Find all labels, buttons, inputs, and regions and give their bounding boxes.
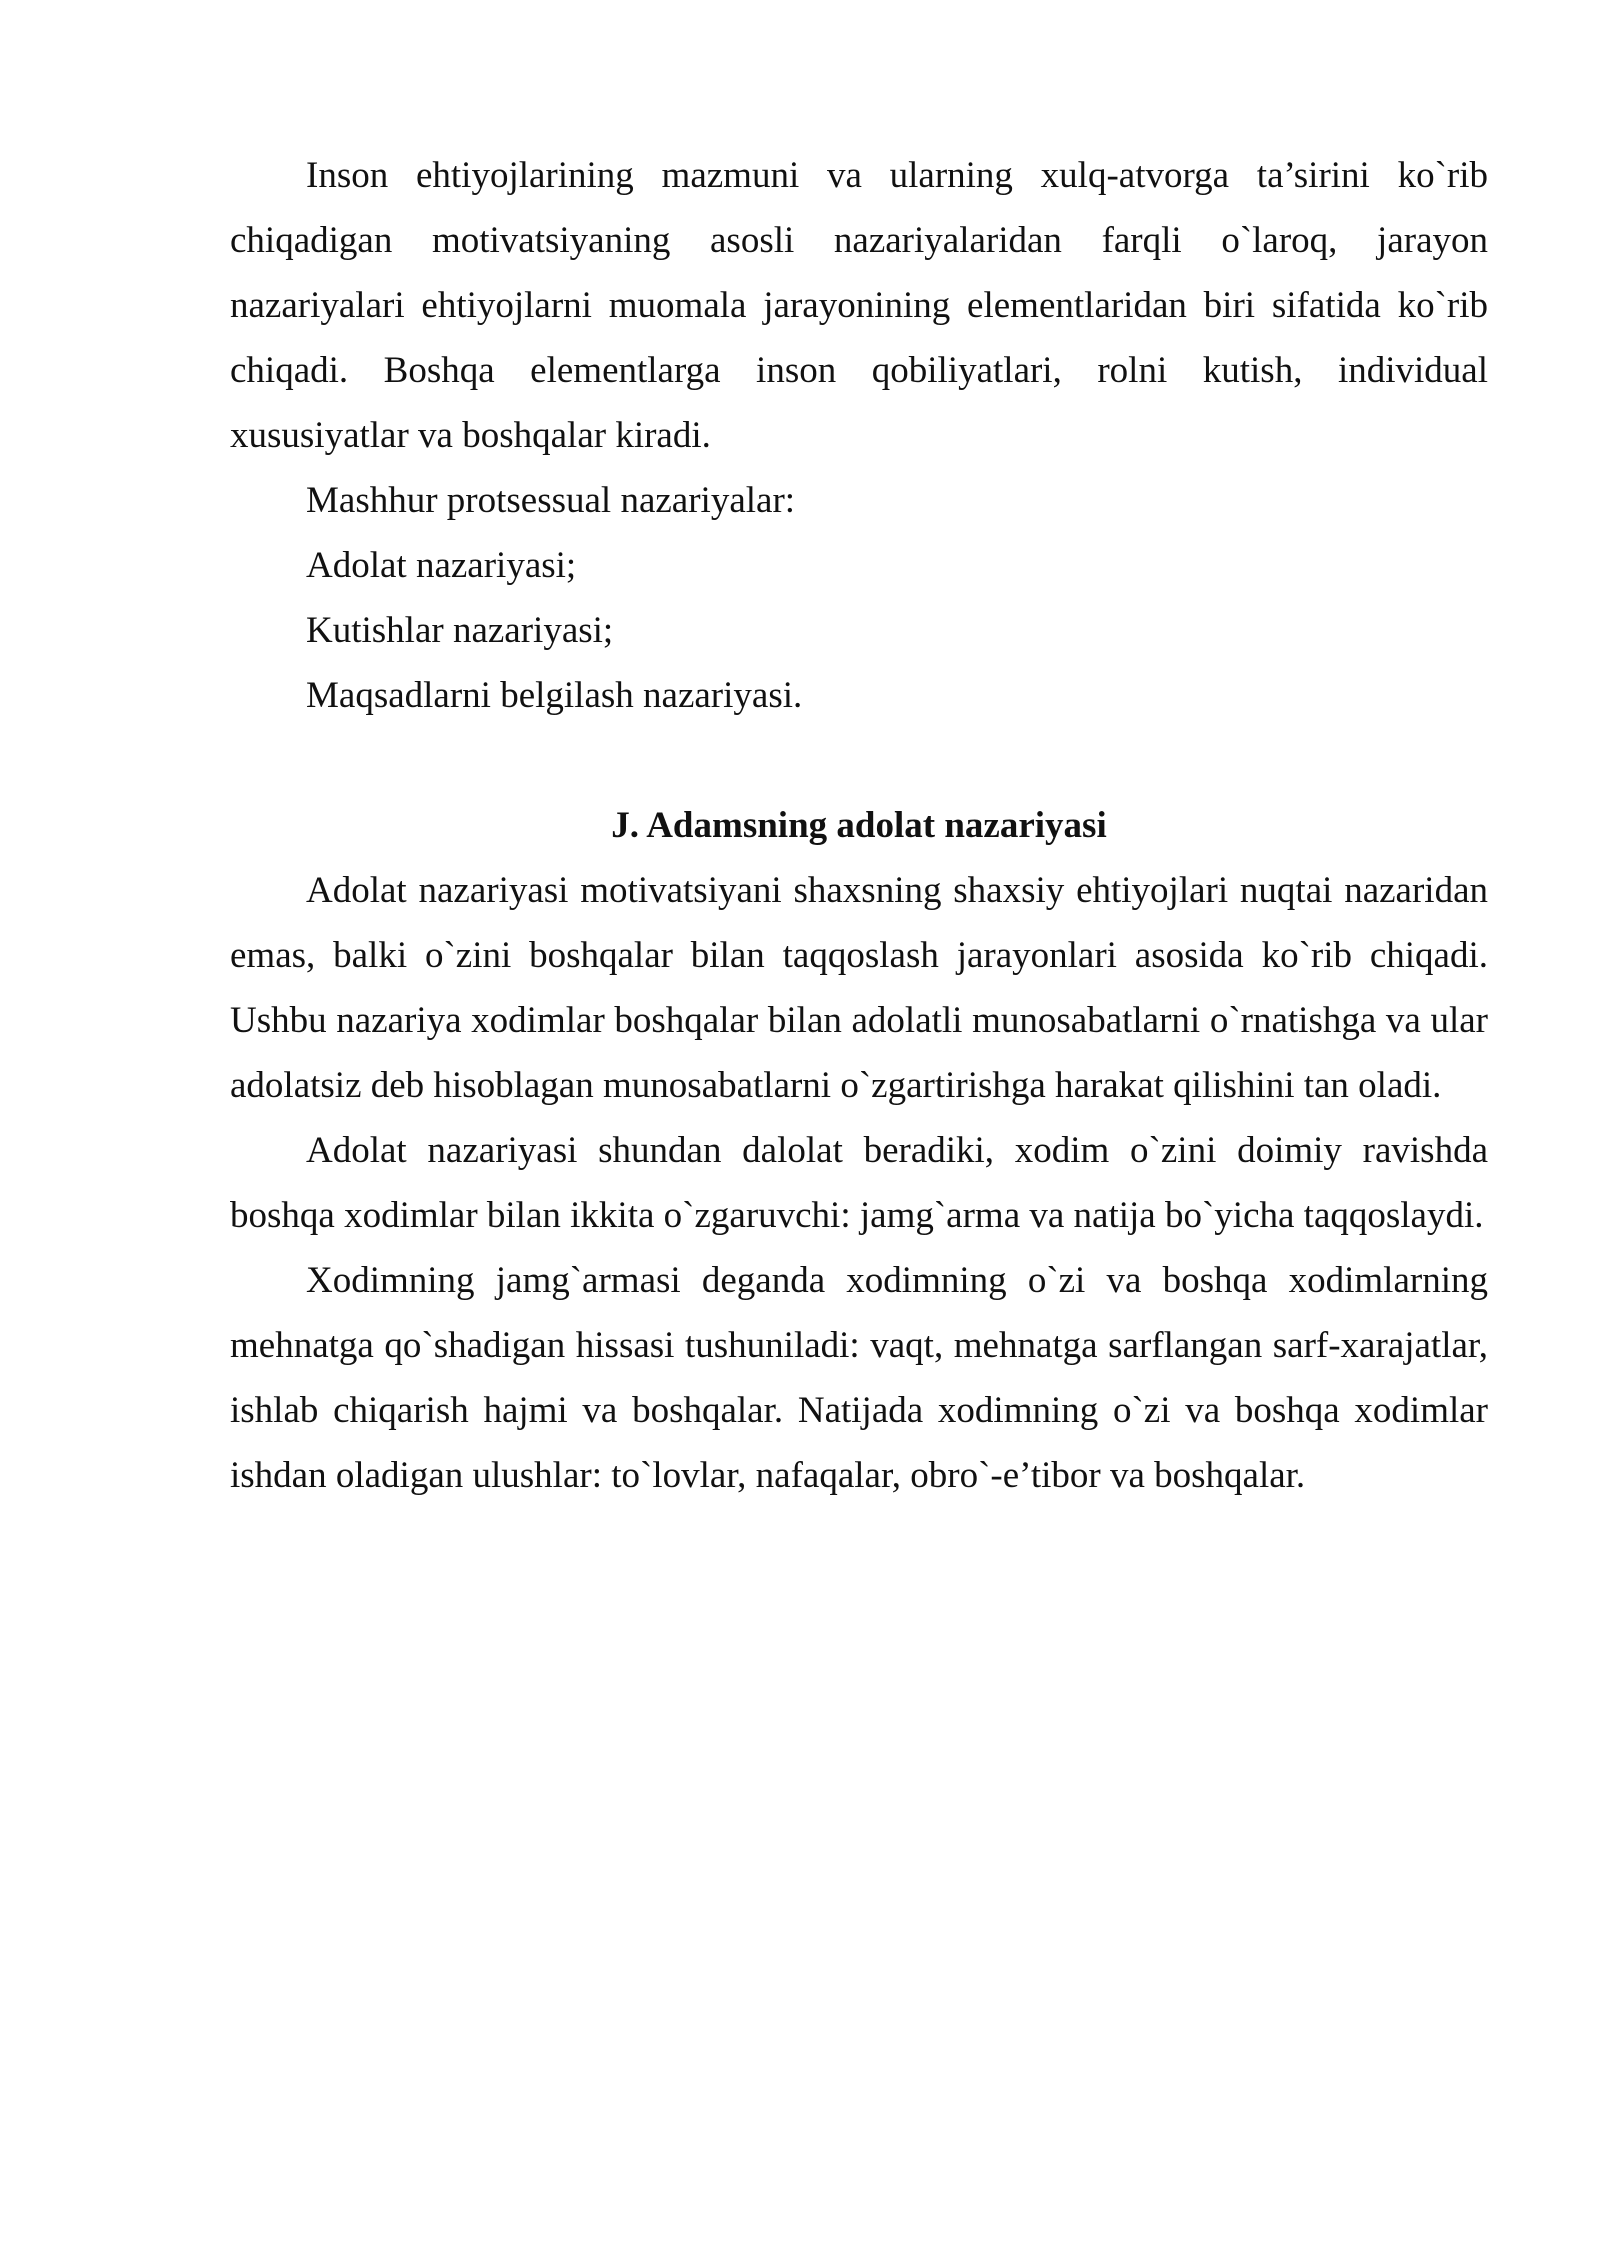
list-intro: Mashhur protsessual nazariyalar: [306, 480, 796, 521]
list-item: Kutishlar nazariyasi; [306, 610, 614, 651]
list-item: Maqsadlarni belgilash nazariyasi. [306, 675, 803, 716]
list-item: Adolat nazariyasi; [306, 545, 577, 586]
intro-paragraph: Inson ehtiyojlarining mazmuni va ularning xulq-atvorga ta’sirini ko`rib chiqadigan motivatsiyaning asosli nazariyalaridan farqli o`laroq, jarayon nazariyalari ehtiyojlarni muomala jarayonining elementlaridan biri sifatida ko`rib chiqadi. Boshqa elementlarga inson qobiliyatlari, rolni kutish, individual xususiyatlar va boshqalar kiradi. [230, 155, 1488, 456]
section-paragraph: Adolat nazariyasi shundan dalolat beradiki, xodim o`zini doimiy ravishda boshqa xodimlar bilan ikkita o`zgaruvchi: jamg`arma va natija bo`yicha taqqoslaydi. [230, 1130, 1488, 1236]
section-heading: J. Adamsning adolat nazariyasi [611, 805, 1107, 846]
page-content [230, 143, 1488, 1508]
section-paragraph: Xodimning jamg`armasi deganda xodimning o`zi va boshqa xodimlarning mehnatga qo`shadigan hissasi tushuniladi: vaqt, mehnatga sarflangan sarf-xarajatlar, ishlab chiqarish hajmi va boshqalar. Natijada xodimning o`zi va boshqa xodimlar ishdan oladigan ulushlar: to`lovlar, nafaqalar, obro`-e’tibor va boshqalar. [230, 1260, 1488, 1496]
section-paragraph: Adolat nazariyasi motivatsiyani shaxsning shaxsiy ehtiyojlari nuqtai nazaridan emas, balki o`zini boshqalar bilan taqqoslash jarayonlari asosida ko`rib chiqadi. Ushbu nazariya xodimlar boshqalar bilan adolatli munosabatlarni o`rnatishga va ular adolatsiz deb hisoblagan munosabatlarni o`zgartirishga harakat qilishini tan oladi. [230, 870, 1488, 1106]
